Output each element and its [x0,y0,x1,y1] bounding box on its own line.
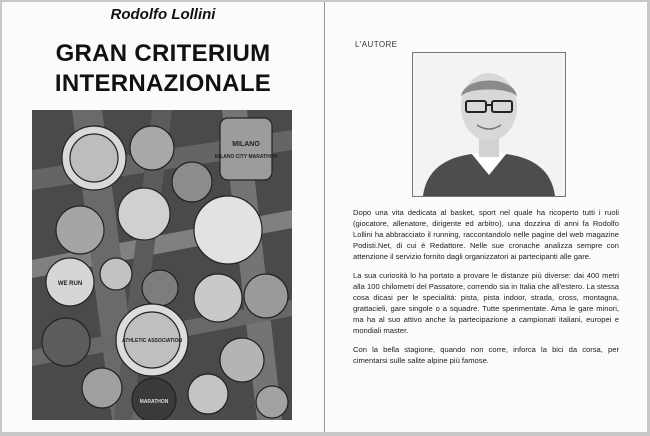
medal-text-milano: MILANO [232,141,260,148]
medal-text-center: ATHLETIC ASSOCIATION [122,338,182,344]
medals-photo [32,110,292,420]
author-portrait [412,52,566,197]
medal-text-werun: WE RUN [57,281,83,287]
cover-author: Rodolfo Lollini [110,6,216,23]
author-bio [353,207,619,374]
cover-title-line2: INTERNAZIONALE [54,70,272,97]
bio-paragraph-3: Con la bella stagione, quando non corre, inforca la bici da corsa, per cimentarsi sulle salite alpine più famose. [353,345,619,365]
front-cover [2,2,325,432]
medal-text-bottom: MARATHON [139,399,169,405]
medal-text-city: MILANO CITY MARATHON [214,154,278,160]
section-label: L'AUTORE [355,40,398,49]
cover-title-line1: GRAN CRITERIUM [55,40,271,67]
back-cover [325,2,647,432]
bio-paragraph-1: Dopo una vita dedicata al basket, sport nel quale ha ricoperto tutti i ruoli (giocatore, allenatore, dirigente ed arbitro), una dozzina di anni fa Rodolfo Lollini ha abbracciato il running, raccontandolo nelle pagine del web magazine Podisti.Net, di cui è Redattore. Nelle sue cronache analizza sempre con attenzione il servizio fornito dagli organizzatori ai partecipanti alle gare. [353,208,619,261]
bio-paragraph-2: La sua curiosità lo ha portato a provare le distanze più diverse: dai 400 metri alla 100 chilometri del Passatore, correndo sia in Italia che all'estero. La stessa cosa dicasi per le specialità: pista, pista indoor, strada, cross, montagna, grattacieli, gare singole o a squadre. Tutte sperimentate. Ama le gare minori, ma ha al suo attivo anche la partecipazione a campionati italiani, europei e mondiali master. [353,271,619,335]
